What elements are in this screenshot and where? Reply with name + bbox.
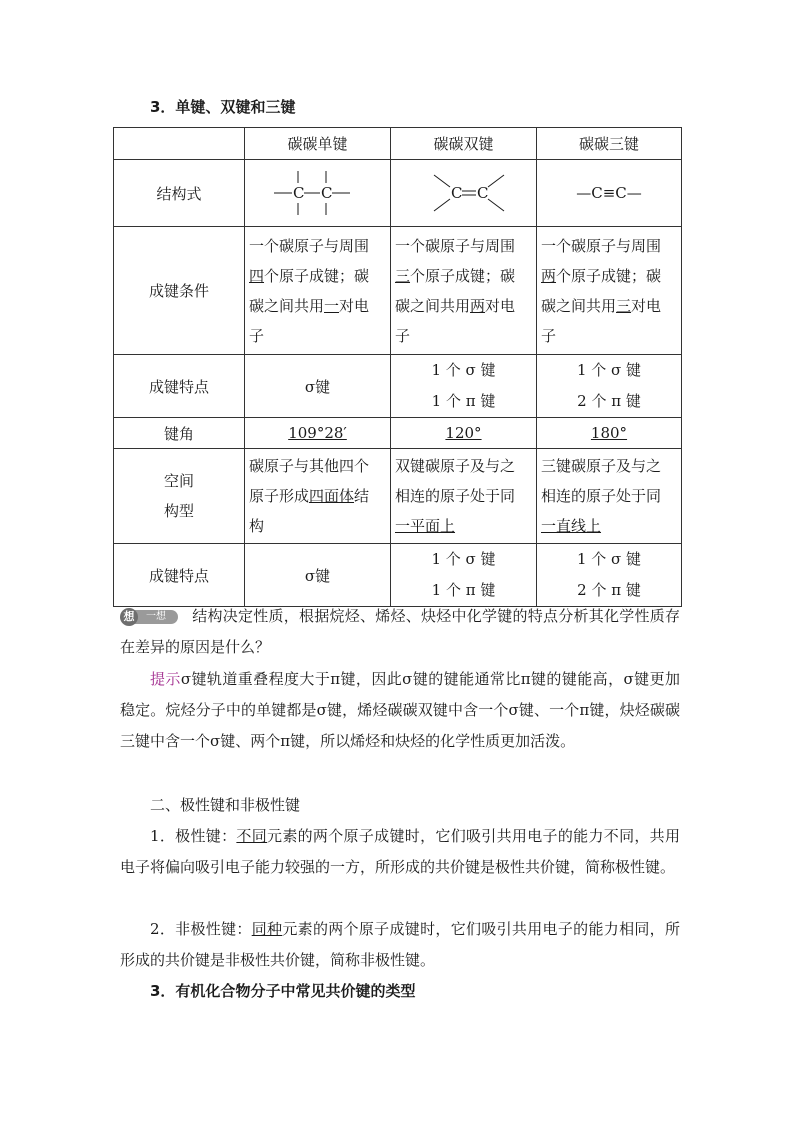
condition-double: 一个碳原子与周围 三个原子成键；碳 碳之间共用两对电 子: [391, 227, 537, 355]
table-row-space: [114, 449, 682, 544]
think-question-text: 结构决定性质，根据烷烃、烯烃、炔烃中化学键的特点分析其化学性质存在差异的原因是什么？: [120, 607, 680, 656]
formula-single-c1: C: [292, 184, 304, 202]
row-label-conditions: 成键条件: [114, 227, 245, 355]
row-label-formula: 结构式: [114, 160, 245, 227]
formula-single-bond: [245, 160, 391, 227]
hint-label: 提示: [150, 670, 181, 688]
formula-single-c2: C: [320, 184, 332, 202]
row-label-angle: 键角: [114, 418, 245, 449]
feature-single: σ键: [245, 355, 391, 418]
section2-title: 二、极性键和非极性键: [150, 796, 301, 814]
space-triple: 三键碳原子及与之 相连的原子处于同 一直线上: [537, 449, 682, 544]
feature-triple: 1 个 σ 键 2 个 π 键: [537, 355, 682, 418]
angle-triple: 180°: [537, 418, 682, 449]
hint-text: σ键轨道重叠程度大于π键，因此σ键的键能通常比π键的键能高，σ键更加稳定。烷烃分子中的单键都是σ键，烯烃碳碳双键中含一个σ键、一个π键，炔烃碳碳三键中含一个σ键、两个π键，所以烯烃和炔烃的化学性质更加活泼。: [120, 670, 680, 750]
angle-double: 120°: [391, 418, 537, 449]
row-label-features: 成键特点: [114, 355, 245, 418]
table-row-formula: [114, 160, 682, 227]
table-row-conditions: [114, 227, 682, 355]
nonpolar-bond-paragraph: 2．非极性键：同种元素的两个原子成键时，它们吸引共用电子的能力相同，所形成的共价键是非极性共价键，简称非极性键。: [120, 920, 680, 969]
condition-triple: 一个碳原子与周围 两个原子成键；碳 碳之间共用三对电 子: [537, 227, 682, 355]
think-badge-icon: 一想 想: [120, 608, 178, 626]
table-row-angle: [114, 418, 682, 449]
formula-triple-bond: [537, 160, 682, 227]
section-title: 3．单键、双键和三键: [150, 98, 296, 116]
section3-title: 3．有机化合物分子中常见共价键的类型: [150, 982, 416, 1000]
space-double: 双键碳原子及与之 相连的原子处于同 一平面上: [391, 449, 537, 544]
row-label-space: 空间 构型: [114, 449, 245, 544]
think-question: [120, 601, 680, 663]
feature2-single: σ键: [245, 544, 391, 607]
table-header-single: 碳碳单键: [245, 128, 391, 160]
feature2-triple: 1 个 σ 键 2 个 π 键: [537, 544, 682, 607]
formula-double-bond: [391, 160, 537, 227]
hint-paragraph: [120, 664, 680, 757]
angle-single: 109°28′: [245, 418, 391, 449]
condition-single: 一个碳原子与周围 四个原子成键；碳 碳之间共用一对电 子: [245, 227, 391, 355]
table-row-features: [114, 355, 682, 418]
row-label-features-2: 成键特点: [114, 544, 245, 607]
feature-double: 1 个 σ 键 1 个 π 键: [391, 355, 537, 418]
bond-comparison-table: [113, 127, 682, 607]
table-header-empty: [114, 128, 245, 160]
formula-triple-text: —C≡C—: [576, 184, 642, 202]
formula-double-c2: C: [476, 184, 488, 202]
table-row-features-2: [114, 544, 682, 607]
table-header-triple: 碳碳三键: [537, 128, 682, 160]
polar-bond-paragraph: 1．极性键：不同元素的两个原子成键时，它们吸引共用电子的能力不同，共用电子将偏向吸引电子能力较强的一方，所形成的共价键是极性共价键，简称极性键。: [120, 827, 680, 876]
space-single: 碳原子与其他四个 原子形成四面体结 构: [245, 449, 391, 544]
table-header-row: [114, 128, 682, 160]
formula-double-c1: C: [450, 184, 462, 202]
table-header-double: 碳碳双键: [391, 128, 537, 160]
feature2-double: 1 个 σ 键 1 个 π 键: [391, 544, 537, 607]
